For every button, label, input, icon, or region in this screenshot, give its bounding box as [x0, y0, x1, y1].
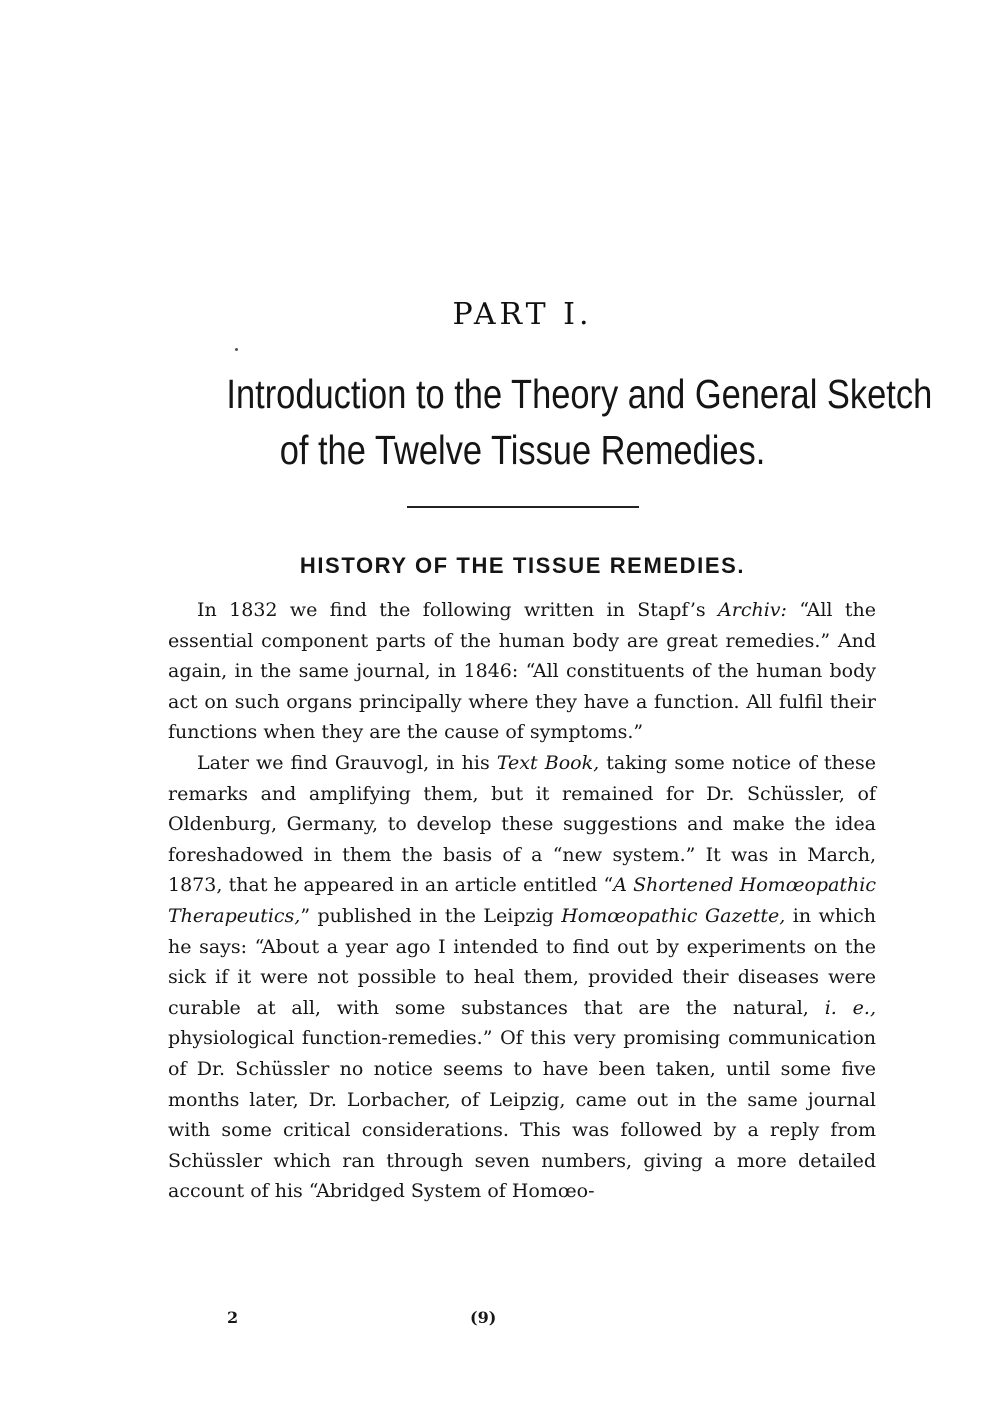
chapter-title-line-1: Introduction to the Theory and General Sketch: [226, 371, 933, 417]
text-run: Later we find Grauvogl, in his: [197, 751, 497, 774]
page-number: (9): [470, 1308, 497, 1327]
chapter-title: [226, 366, 933, 478]
paragraph-2: [168, 748, 876, 1207]
signature-mark: 2: [227, 1308, 239, 1327]
italic-text-run: i. e.,: [824, 996, 876, 1019]
paragraph-1: [168, 595, 876, 748]
text-run: “All the essential component parts of the human body are great remedies.” And again, in the same journal, in 1846: “All constituents of the human body act on such organs principally where they have a function. All fulfil their functions when they are the cause of symptoms.”: [168, 599, 876, 744]
part-label: PART I.: [452, 297, 593, 332]
text-run: in which he says: “About a year ago I intended to find out by experiments on the sick if it were not possible to heal them, provided their diseases were curable at all, with some substances that are the natural,: [168, 904, 876, 1019]
title-divider-rule: [407, 506, 639, 508]
italic-text-run: Homœopathic Gazette,: [561, 904, 786, 927]
text-run: physiological function-remedies.” Of this very promising communication of Dr. Schüssler no notice seems to have been taken, until some five months later, Dr. Lorbacher, of Leipzig, came out in the same journal with some critical considerations. This was followed by a reply from Schüssler which ran through seven numbers, giving a more detailed account of his “Abridged System of Homœo-: [168, 1027, 876, 1203]
text-run: taking some notice of these remarks and amplifying them, but it remained for Dr. Schüssler, of Oldenburg, Germany, to develop these suggestions and make the idea foreshadowed in them the basis of a “new system.” It was in March, 1873, that he appeared in an article entitled “: [168, 751, 876, 897]
italic-text-run: Archiv:: [718, 599, 787, 621]
text-run: In 1832 we find the following written in Stapf’s: [197, 599, 719, 621]
chapter-title-line-2: of the Twelve Tissue Remedies.: [279, 427, 766, 473]
body-text: [168, 595, 876, 1207]
italic-text-run: Text Book,: [496, 751, 600, 774]
text-run: ” published in the Leipzig: [300, 904, 562, 927]
section-heading: HISTORY OF THE TISSUE REMEDIES.: [299, 553, 746, 578]
italic-text-run: A Shortened Homœopathic Therapeutics,: [168, 874, 876, 927]
ink-speck: [235, 348, 238, 351]
